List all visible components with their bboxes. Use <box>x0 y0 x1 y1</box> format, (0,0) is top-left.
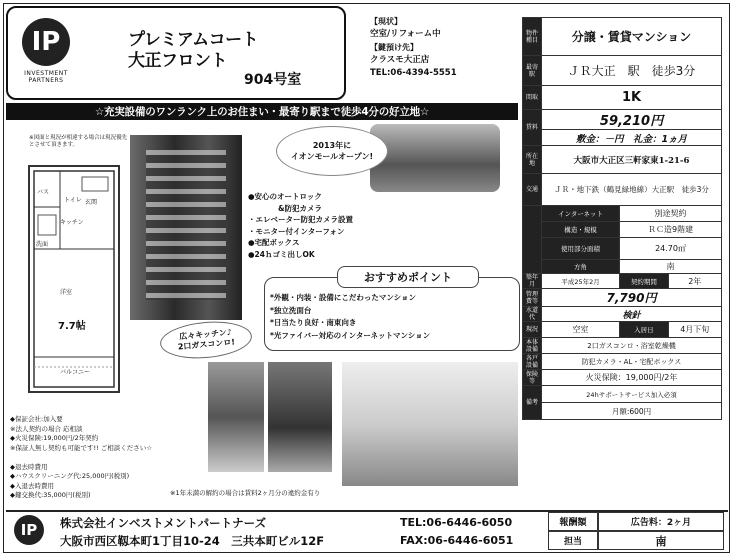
spec-label: 契約期間 <box>620 274 668 289</box>
contact-info <box>400 514 513 550</box>
fee-label: 報酬額 <box>548 512 598 531</box>
info-line: ※法人契約の場合 応相談 <box>10 424 83 433</box>
spec-label: 使用部分面積 <box>542 238 620 260</box>
feature-item: ・エレベーター防犯カメラ設置 <box>248 215 353 224</box>
company-address: 大阪市西区靱本町1丁目10-24 三共本町ビル12F <box>60 534 325 548</box>
spec-label: 交通 <box>523 174 542 206</box>
washroom-photo <box>268 362 332 472</box>
status-value: 空室/リフォーム中 <box>370 29 441 39</box>
deposit-value: 敷金：－円 礼金：1ヵ月 <box>542 130 722 146</box>
built-value: 平成25年2月 <box>542 274 620 289</box>
spec-label: 現況 <box>523 322 542 338</box>
spec-table <box>522 17 722 420</box>
recommend-item: *光ファイバー対応のインターネットマンション <box>270 330 431 340</box>
building-name-line1: プレミアムコート <box>128 30 259 50</box>
info-line <box>10 453 152 463</box>
company-logo: IP <box>22 18 70 66</box>
mgmt-fee-value: 7,790円 <box>542 289 722 307</box>
internet-value: 別途契約 <box>620 206 722 222</box>
info-line: ◆鍵交換代:35,000円(税別) <box>10 491 91 499</box>
feature-list <box>248 191 353 260</box>
mall-balloon <box>276 126 388 176</box>
structure-value: ＲＣ造9階建 <box>620 222 722 238</box>
recommend-item: *外観・内装・設備にこだわったマンション <box>270 293 417 302</box>
floorplan-note: ※図面と現況が相違する場合は現況優先とさせて頂きます。 <box>29 135 128 148</box>
spec-label: 本体設備 <box>523 338 542 354</box>
spec-label: 保険等 <box>523 370 542 386</box>
feature-item: ・モニター付インターフォン <box>248 226 345 236</box>
spec-label: 物件種目 <box>523 18 542 56</box>
traffic-value: ＪＲ・地下鉄（鶴見緑地線）大正駅 徒歩3分 <box>542 174 722 206</box>
feature-item: &防犯カメラ <box>248 203 323 213</box>
spec-label: 各戸設備 <box>523 354 542 370</box>
tel-number: TEL:06-6446-6050 <box>400 516 513 529</box>
area-value: 24.70㎡ <box>620 238 722 260</box>
remark-line2: 月額:600円 <box>542 403 722 420</box>
key-label: 【鍵預け先】 <box>370 43 418 52</box>
spec-label: 方角 <box>542 260 620 274</box>
cancellation-note: ※1年未満の解約の場合は賃料2ヶ月分の違約金有り <box>170 489 321 497</box>
spec-label: 入居日 <box>620 322 668 338</box>
info-line: ◆火災保険:19,000円/2年契約 <box>10 434 99 442</box>
feature-item: ●安心のオートロック <box>248 192 322 201</box>
term-value: 2年 <box>668 274 721 289</box>
spec-label-blank <box>523 206 542 274</box>
spec-label: 備考 <box>523 386 542 420</box>
floorplan-room-bath: バス <box>37 189 50 196</box>
mall-photo <box>370 124 500 192</box>
recommend-title: おすすめポイント <box>337 266 479 288</box>
header-box <box>6 6 346 100</box>
spec-label: 築年月 <box>523 274 542 289</box>
floorplan-room-kitchen: キッチン <box>60 219 84 226</box>
spec-label: 最寄駅 <box>523 56 542 86</box>
spec-label: 賃料 <box>523 110 542 146</box>
mall-balloon-line2: イオンモールオープン! <box>290 152 374 161</box>
floorplan-room-washroom: 洗面 <box>36 241 49 248</box>
staff-name: 南 <box>598 531 724 550</box>
floorplan <box>28 165 120 393</box>
room-photo <box>342 362 518 486</box>
spec-label: インターネット <box>542 206 620 222</box>
remark-line1: 24hサポートサービス加入必須 <box>542 386 722 403</box>
floorplan-room-entrance: 玄関 <box>85 199 98 206</box>
company-info <box>60 514 324 550</box>
info-line: ※保証人無し契約も可能です!! ご相談ください☆ <box>10 443 153 452</box>
info-line: ◆入退去時費用 <box>10 481 54 490</box>
floorplan-room-western: 洋室 <box>60 289 73 296</box>
address-value: 大阪市大正区三軒家東1-21-6 <box>542 146 722 174</box>
fax-number: FAX:06-6446-6051 <box>400 534 514 547</box>
floorplan-room-balcony: バルコニー <box>60 369 91 376</box>
status-block <box>370 15 510 80</box>
feature-item: ●宅配ボックス <box>248 238 300 247</box>
kitchen-photo <box>208 362 264 472</box>
nearest-station: ＪＲ大正 駅 徒歩3分 <box>542 56 722 86</box>
footer-logo: IP <box>14 515 44 545</box>
move-in-value: 4月下旬 <box>668 322 721 338</box>
company-name: 株式会社インベストメントパートナーズ <box>60 516 267 530</box>
info-line: ◆退去時費用 <box>10 462 48 471</box>
info-block <box>10 415 152 501</box>
unit-equipment-value: 防犯カメラ・AL・宅配ボックス <box>542 354 722 370</box>
kitchen-tag-line2: 2口ガスコンロ! <box>177 337 236 352</box>
direction-value: 南 <box>620 260 722 274</box>
property-type: 分譲・賃貸マンション <box>542 18 722 56</box>
ad-fee: 広告料：2ヶ月 <box>598 512 724 531</box>
room-size-label: 7.7帖 <box>58 321 86 332</box>
room-number: 904号室 <box>244 72 302 88</box>
current-value: 空室 <box>542 322 620 338</box>
status-label: 【現状】 <box>370 17 402 26</box>
mall-balloon-line1: 2013年に <box>312 141 352 150</box>
layout-value: 1K <box>542 86 722 110</box>
spec-label: 管理費等 <box>523 289 542 307</box>
insurance-value: 火災保険：19,000円/2年 <box>542 370 722 386</box>
recommend-list <box>270 292 430 342</box>
recommend-item: *日当たり良好・南東向き <box>270 318 357 327</box>
info-line: ◆保証会社:加入要 <box>10 415 63 423</box>
info-line: ◆ハウスクリーニング代:25,000円(税別) <box>10 472 130 480</box>
equipment-value: 2口ガスコンロ・浴室乾燥機 <box>542 338 722 354</box>
recommend-item: *独立洗面台 <box>270 305 312 315</box>
building-name-line2: 大正フロント <box>128 51 227 71</box>
rent-value: 59,210円 <box>542 110 722 130</box>
spec-label: 所在地 <box>523 146 542 174</box>
key-holder: クラスモ大正店 <box>370 55 430 65</box>
spec-label: 水道代 <box>523 307 542 322</box>
feature-item: ●24ｈゴミ出しOK <box>248 249 315 259</box>
key-tel: TEL:06-4394-5551 <box>370 68 457 78</box>
spec-label: 間取 <box>523 86 542 110</box>
water-value: 検針 <box>542 307 722 322</box>
floorplan-room-toilet: トイレ <box>64 197 82 204</box>
spec-label: 構造・規模 <box>542 222 620 238</box>
staff-label: 担当 <box>548 531 598 550</box>
building-windows <box>146 150 226 300</box>
kitchen-tag-line1: 広々キッチン♪ <box>178 327 233 342</box>
logo-subtitle: INVESTMENT PARTNERS <box>24 70 68 84</box>
headline-banner: ☆充実設備のワンランク上のお住まい・最寄り駅まで徒歩4分の好立地☆ <box>6 103 518 120</box>
